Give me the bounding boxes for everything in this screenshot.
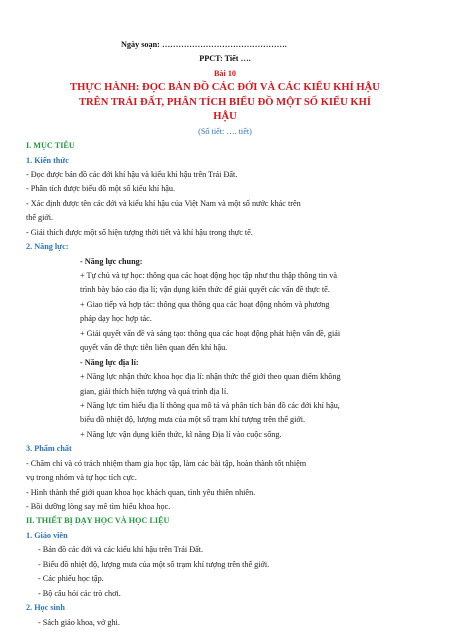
- quality-item-cont: vụ trong nhóm và tự học tích cực.: [26, 473, 137, 483]
- knowledge-item: - Phân tích được biểu đồ một số kiểu khí hậu.: [26, 184, 176, 194]
- subheading-teacher: 1. Giáo viên: [26, 530, 68, 540]
- competency-item: + Năng lực nhận thức khoa học địa lí: nhận thức thế giới theo quan điểm không: [80, 372, 341, 382]
- competency-item-cont: quyết vấn đề thực tiễn liên quan đến khí hậu.: [80, 343, 228, 353]
- student-item: - Sách giáo khoa, vở ghi.: [38, 617, 120, 627]
- subheading-qualities: 3. Phẩm chất: [26, 444, 72, 454]
- general-competency-heading: - Năng lực chung:: [80, 256, 143, 266]
- date-line: Ngày soạn: ……………………………………….: [121, 40, 287, 49]
- competency-item: + Giải quyết vấn đề và sáng tạo: thông qua các hoạt động phát hiện vấn đề, giải: [80, 328, 341, 338]
- subheading-student: 2. Học sinh: [26, 603, 65, 613]
- competency-item-cont: pháp dạy học hợp tác.: [80, 314, 152, 324]
- section-heading-equipment: II. THIẾT BỊ DẠY HỌC VÀ HỌC LIỆU: [26, 516, 170, 526]
- competency-item: + Năng lực tìm hiểu địa lí thông qua mô tả và phân tích bản đồ các đới khí hậu,: [80, 400, 340, 410]
- knowledge-item: - Giải thích được một số hiện tượng thời tiết và khí hậu trong thực tế.: [26, 227, 253, 237]
- lesson-count: (Số tiết: …. tiết): [198, 126, 252, 136]
- knowledge-item: - Xác định được tên các đới và kiểu khí hậu của Việt Nam và một số nước khác trên: [26, 198, 301, 208]
- knowledge-item-cont: thế giới.: [26, 213, 54, 223]
- quality-item: - Chăm chỉ và có trách nhiệm tham gia học tập, làm các bài tập, hoàn thành tốt nhiệm: [26, 458, 307, 468]
- lesson-title-line-3: HẬU: [213, 111, 237, 123]
- subheading-knowledge: 1. Kiến thức: [26, 155, 69, 165]
- quality-item: - Bồi dưỡng lòng say mê tìm hiểu khoa học.: [26, 502, 171, 512]
- quality-item: - Hình thành thế giới quan khoa học khách quan, tình yêu thiên nhiên.: [26, 487, 256, 497]
- knowledge-item: - Đọc được bản đồ các đới khí hậu và kiểu khí hậu trên Trái Đất.: [26, 169, 238, 179]
- lesson-number: Bài 10: [213, 68, 237, 78]
- lesson-title-line-2: TRÊN TRÁI ĐẤT, PHÂN TÍCH BIỂU ĐỒ MỘT SỐ KIỂU KHÍ: [78, 96, 372, 108]
- competency-item: + Giao tiếp và hợp tác: thông qua thông qua các hoạt động nhóm và phương: [80, 299, 330, 309]
- teacher-item: - Các phiếu học tập.: [38, 574, 104, 584]
- competency-item-cont: biểu đồ nhiệt độ, lượng mưa của một số trạm khí tượng trên thế giới.: [80, 415, 306, 425]
- subheading-competencies: 2. Năng lực:: [26, 242, 69, 252]
- competency-item-cont: trình bày báo cáo địa lí; vận dụng kiến thức để giải quyết các vấn đề thực tế.: [80, 285, 330, 295]
- competency-item: + Năng lực vận dụng kiến thức, kĩ năng Địa lí vào cuộc sống.: [80, 429, 282, 439]
- geography-competency-heading: - Năng lực địa lí:: [80, 357, 139, 367]
- teacher-item: - Bộ câu hỏi các trò chơi.: [38, 588, 121, 598]
- teacher-item: - Bản đồ các đới và các kiểu khí hậu trên Trái Đất.: [38, 545, 204, 555]
- competency-item-cont: gian, giải thích hiện tượng và quá trình địa lí.: [80, 386, 229, 396]
- teacher-item: - Biểu đồ nhiệt độ, lượng mưa của một số trạm khí tượng trên thế giới.: [38, 559, 270, 569]
- lesson-title-line-1: THỰC HÀNH: ĐỌC BẢN ĐỒ CÁC ĐỚI VÀ CÁC KIỂU KHÍ HẬU: [70, 82, 380, 94]
- ppct-line: PPCT: Tiết ….: [199, 54, 251, 64]
- section-heading-objectives: I. MỤC TIÊU: [26, 141, 75, 151]
- competency-item: + Tự chủ và tự học: thông qua các hoạt động học tập như thu thập thông tin và: [80, 271, 337, 281]
